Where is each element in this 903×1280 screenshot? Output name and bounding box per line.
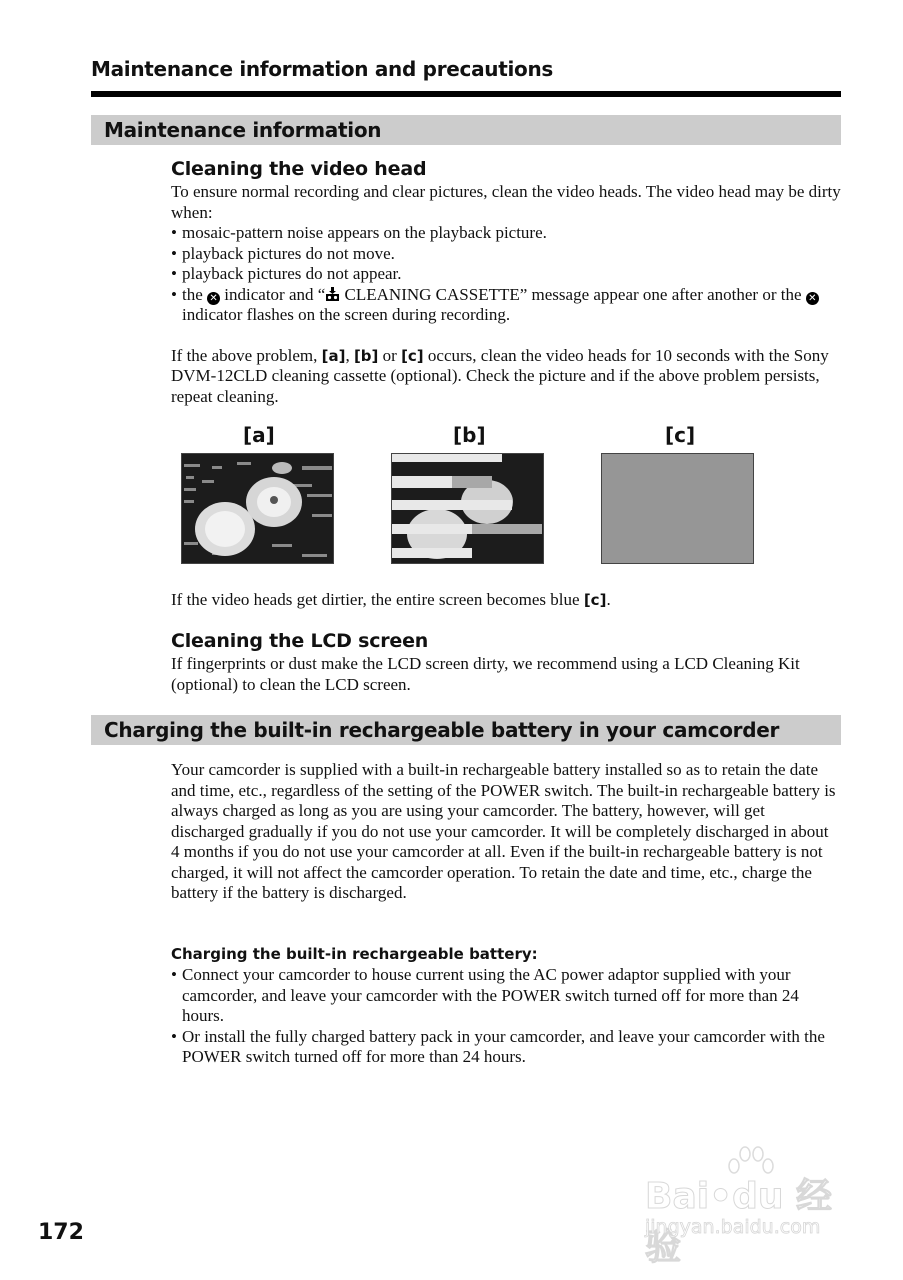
title-rule bbox=[91, 91, 841, 97]
list-item: • Connect your camcorder to house current using the AC power adaptor supplied with your camcorder, and leave your camcorder with the POWER switch turned off for more than 24 hours. bbox=[171, 965, 841, 1027]
list-item: • mosaic-pattern noise appears on the playback picture. bbox=[171, 223, 841, 244]
band-noise-image bbox=[392, 454, 544, 564]
warning-x-icon: ✕ bbox=[207, 292, 220, 305]
list-item: • playback pictures do not move. bbox=[171, 244, 841, 265]
mosaic-noise-image bbox=[182, 454, 334, 564]
section-title: Maintenance information bbox=[104, 118, 382, 142]
intro-text: To ensure normal recording and clear pictures, clean the video heads. The video head may be dirty when: bbox=[171, 182, 841, 222]
section-header-maintenance bbox=[91, 115, 841, 145]
watermark-logo: Bai•du 经验 bbox=[645, 1176, 833, 1268]
list-item: • playback pictures do not appear. bbox=[171, 264, 841, 285]
figure-mosaic-noise bbox=[181, 453, 334, 564]
figure-label-b: [b] bbox=[453, 423, 486, 447]
watermark bbox=[645, 1148, 845, 1268]
list-item: • Or install the fully charged battery pack in your camcorder, and leave your camcorder with the POWER switch turned off for more than 24 hours. bbox=[171, 1027, 841, 1068]
list-item: • the ✕ indicator and “ CLEANING CASSETTE” message appear one after another or the ✕ indicator flashes on the screen during recording. bbox=[171, 285, 841, 326]
watermark-url: jingyan.baidu.com bbox=[645, 1216, 821, 1238]
page-section-title: Maintenance information and precautions bbox=[91, 57, 554, 81]
figure-band-noise bbox=[391, 453, 544, 564]
section-title: Charging the built-in rechargeable battery in your camcorder bbox=[104, 718, 780, 742]
lcd-text: If fingerprints or dust make the LCD screen dirty, we recommend using a LCD Cleaning Kit (optional) to clean the LCD screen. bbox=[171, 654, 800, 694]
charging-list bbox=[171, 965, 841, 1068]
battery-body: Your camcorder is supplied with a built-in rechargeable battery installed so as to retain the date and time, etc., regardless of the setting of the POWER switch. The built-in rechargeable battery is always charged as long as you are using your camcorder. The battery, however, will get discharged gradually if you do not use your camcorder. It will be completely discharged in about 4 months if you do not use your camcorder at all. Even if the built-in rechargeable battery is not charged, it will not affect the camcorder operation. To retain the date and time, etc., charge the battery if the battery is discharged. bbox=[171, 760, 836, 902]
cassette-icon bbox=[325, 287, 340, 301]
cleaning-instructions: If the above problem, [a], [b] or [c] occurs, clean the video heads for 10 seconds with the Sony DVM-12CLD cleaning cassette (optional). Check the picture and if the above problem persists, repeat cleaning. bbox=[171, 345, 829, 406]
video-head-text bbox=[171, 182, 841, 407]
section-header-battery bbox=[91, 715, 841, 745]
warning-x-icon: ✕ bbox=[806, 292, 819, 305]
blue-screen-note: If the video heads get dirtier, the entire screen becomes blue [c]. bbox=[171, 590, 611, 609]
subheading-lcd: Cleaning the LCD screen bbox=[171, 630, 429, 652]
page-number: 172 bbox=[38, 1220, 84, 1245]
figure-label-c: [c] bbox=[665, 423, 696, 447]
figure-label-a: [a] bbox=[243, 423, 275, 447]
figure-blank-screen bbox=[601, 453, 754, 564]
subheading-video-head: Cleaning the video head bbox=[171, 158, 427, 180]
subheading-charging: Charging the built-in rechargeable battery: bbox=[171, 945, 538, 963]
